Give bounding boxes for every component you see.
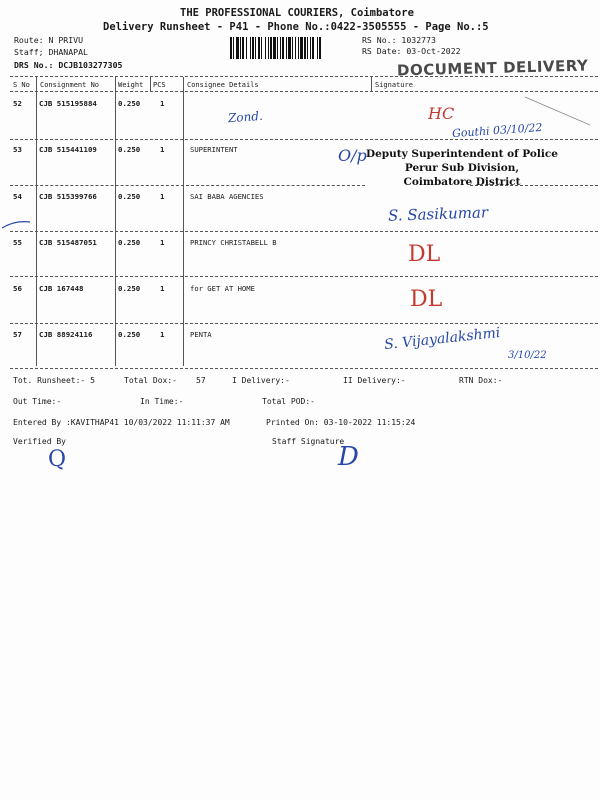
row-pcs: 1 — [160, 145, 165, 154]
row-weight: 0.250 — [118, 330, 141, 339]
document-delivery-stamp: DOCUMENT DELIVERY — [396, 56, 589, 80]
row-weight: 0.250 — [118, 192, 141, 201]
corner-scribble — [520, 95, 600, 135]
row-sno: 55 — [13, 238, 22, 247]
police-stamp-line: Deputy Superintendent of Police — [366, 148, 558, 160]
barcode — [230, 37, 322, 59]
in-time: In Time:- — [140, 397, 184, 406]
handwritten-date: 3/10/22 — [508, 350, 547, 361]
row-consignment: CJB 515195884 — [39, 99, 97, 108]
ii-delivery: II Delivery:- — [343, 376, 406, 385]
tot-runsheet: Tot. Runsheet:- 5 — [13, 376, 95, 385]
col-pcs: PCS — [153, 81, 166, 89]
i-delivery: I Delivery:- — [232, 376, 290, 385]
total-dox-label: Total Dox:- — [124, 376, 177, 385]
row-rule — [10, 185, 365, 186]
row-rule — [10, 231, 598, 232]
col-divider — [150, 77, 151, 91]
row-pcs: 1 — [160, 99, 165, 108]
drs-number: DRS No.: DCJB103277305 — [14, 60, 123, 70]
out-time: Out Time:- — [13, 397, 62, 406]
row-sno: 53 — [13, 145, 22, 154]
row-consignee: SUPERINTENT — [190, 145, 238, 154]
runsheet-title: Delivery Runsheet - P41 - Phone No.:0422-3505555 - Page No.:5 — [103, 21, 489, 33]
row-pcs: 1 — [160, 238, 165, 247]
handwritten-hc: HC — [428, 104, 455, 123]
row-sno: 56 — [13, 284, 22, 293]
row-consignee: PRINCY CHRISTABELL B — [190, 238, 277, 247]
row-rule — [10, 276, 598, 277]
handwritten-dl: DL — [408, 242, 441, 267]
verified-signature: Q — [48, 447, 67, 472]
table-top-rule — [10, 76, 598, 77]
route-label: Route: N PRIVU — [14, 35, 84, 45]
printed-on: Printed On: 03-10-2022 11:15:24 — [266, 418, 416, 427]
handwritten-signature: Gouthi 03/10/22 — [451, 120, 543, 141]
row-rule — [10, 323, 598, 324]
row-weight: 0.250 — [118, 145, 141, 154]
row-sno: 57 — [13, 330, 22, 339]
row-consignment: CJB 515441109 — [39, 145, 97, 154]
col-sno: S No — [13, 81, 30, 89]
row-weight: 0.250 — [118, 284, 141, 293]
police-stamp-line: Perur Sub Division, — [404, 162, 520, 174]
handwritten-op: O/p — [338, 146, 367, 165]
handwritten-dl: DL — [410, 287, 443, 312]
rs-number: RS No.: 1032773 — [362, 35, 436, 45]
col-consignment: Consignment No — [40, 81, 100, 89]
col-consignee: Consignee Details — [187, 81, 259, 89]
rs-date: RS Date: 03-Oct-2022 — [362, 46, 461, 56]
row-weight: 0.250 — [118, 99, 141, 108]
staff-signature: D — [338, 442, 359, 472]
row-sno: 52 — [13, 99, 22, 108]
table-header-rule — [10, 91, 598, 92]
margin-scribble — [0, 200, 40, 240]
row-pcs: 1 — [160, 330, 165, 339]
entered-by: Entered By :KAVITHAP41 10/03/2022 11:11:37 AM — [13, 418, 230, 427]
row-consignee: PENTA — [190, 330, 212, 339]
col-weight: Weight — [118, 81, 144, 89]
handwritten-note: Zond. — [227, 108, 264, 126]
table-bottom-rule — [10, 368, 598, 369]
row-consignment: CJB 515399766 — [39, 192, 97, 201]
verified-by: Verified By — [13, 437, 66, 446]
staff-signature-label: Staff Signature — [272, 437, 345, 446]
police-stamp-line: Coimbatore District — [403, 176, 521, 188]
company-title: THE PROFESSIONAL COURIERS, Coimbatore — [180, 7, 414, 19]
rtn-dox: RTN Dox:- — [459, 376, 503, 385]
row-consignee: SAI BABA AGENCIES — [190, 192, 264, 201]
handwritten-signature: S. Sasikumar — [387, 203, 489, 225]
row-pcs: 1 — [160, 284, 165, 293]
staff-label: Staff; DHANAPAL — [14, 47, 88, 57]
total-dox-value: 57 — [196, 376, 206, 385]
row-rule — [10, 139, 598, 140]
row-pcs: 1 — [160, 192, 165, 201]
col-divider — [371, 77, 372, 91]
row-consignment: CJB 515487051 — [39, 238, 97, 247]
total-pod: Total POD:- — [262, 397, 315, 406]
police-stamp — [366, 147, 558, 189]
row-consignee: for GET AT HOME — [190, 284, 255, 293]
handwritten-signature: S. Vijayalakshmi — [383, 324, 502, 354]
col-signature: Signature — [375, 81, 413, 89]
row-consignment: CJB 88924116 — [39, 330, 93, 339]
row-weight: 0.250 — [118, 238, 141, 247]
row-consignment: CJB 167448 — [39, 284, 84, 293]
row-sno: 54 — [13, 192, 22, 201]
